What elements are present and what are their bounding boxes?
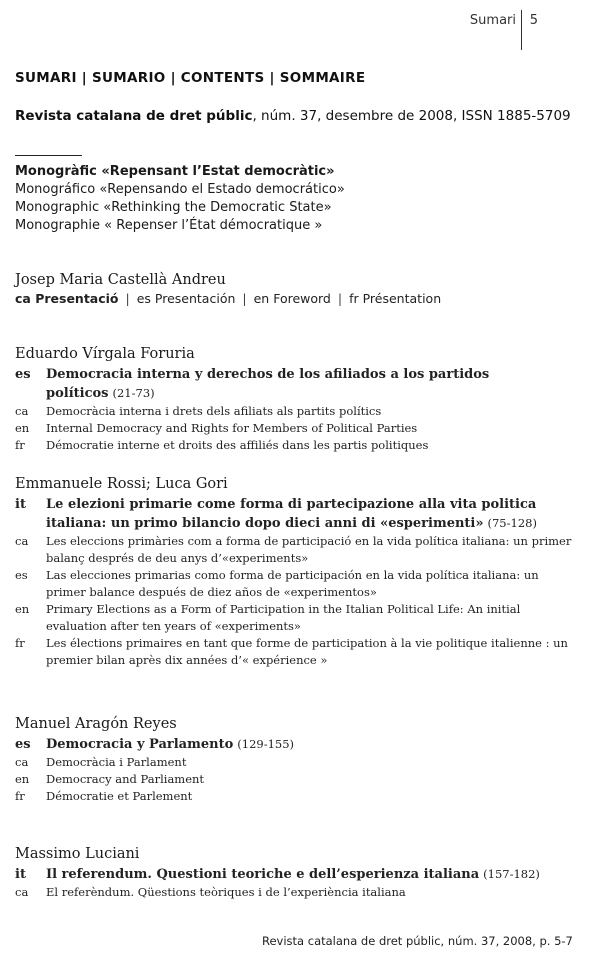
translation-entry bbox=[15, 403, 580, 420]
page-range: (21-73) bbox=[112, 386, 155, 400]
translation-entry bbox=[15, 884, 580, 901]
article-main-entry bbox=[15, 735, 580, 754]
journal-name: Revista catalana de dret públic bbox=[15, 108, 253, 124]
journal-issue: , núm. 37, desembre de 2008, ISSN 1885-5709 bbox=[252, 108, 571, 124]
translation-entry bbox=[15, 567, 580, 601]
translation-entry bbox=[15, 533, 580, 567]
lang-code: en bbox=[15, 772, 30, 786]
translated-title[interactable]: Las elecciones primarias como forma de participación en la vida política italiana: un primer balance después de diez años de «experimentos» bbox=[46, 568, 539, 599]
lang-code: es bbox=[15, 737, 31, 752]
translated-title[interactable]: Primary Elections as a Form of Participation in the Italian Political Life: An initial evaluation after ten years of «experiments» bbox=[46, 602, 521, 633]
translation-entry bbox=[15, 437, 580, 454]
article-title[interactable]: Democracia y Parlamento bbox=[46, 737, 234, 752]
translated-title[interactable]: El referèndum. Qüestions teòriques i de l’experiència italiana bbox=[46, 885, 406, 899]
article-title[interactable]: Le elezioni primarie come forma di partecipazione alla vita politica italiana: un primo bilancio dopo dieci anni di «esperimenti» bbox=[46, 497, 537, 531]
page-range: (75-128) bbox=[487, 516, 537, 530]
article-block bbox=[15, 476, 580, 669]
translated-title[interactable]: Les élections primaires en tant que forme de participation à la vie politique italienne : un premier bilan après dix années d’« expérience » bbox=[46, 636, 568, 667]
lang-code: ca bbox=[15, 534, 29, 548]
lang-code: fr bbox=[15, 438, 25, 452]
translated-title[interactable]: Democràcia interna i drets dels afiliats als partits polítics bbox=[46, 404, 382, 418]
author-name: Manuel Aragón Reyes bbox=[15, 716, 177, 732]
article-title[interactable]: Democracia interna y derechos de los afiliados a los partidos políticos bbox=[46, 367, 490, 401]
author-name: Josep Maria Castellà Andreu bbox=[15, 272, 226, 288]
page-range: (157-182) bbox=[483, 867, 540, 881]
header-section-label: Sumari bbox=[469, 13, 516, 28]
presentation-block bbox=[15, 272, 580, 306]
section-rule bbox=[15, 155, 82, 156]
author-name: Massimo Luciani bbox=[15, 846, 140, 862]
presentation-languages: ca Presentació | es Presentación | en Foreword | fr Présentation bbox=[15, 291, 442, 306]
monograph-title-ca: Monogràfic «Repensant l’Estat democràtic» bbox=[15, 164, 335, 179]
translated-title[interactable]: Les eleccions primàries com a forma de participació en la vida política italiana: un primer balanç després de deu anys d’«experiments» bbox=[46, 534, 572, 565]
lang-code: en bbox=[15, 421, 30, 435]
article-main-entry bbox=[15, 365, 580, 403]
translated-title[interactable]: Democràcia i Parlament bbox=[46, 755, 187, 769]
presentation-fr-link[interactable]: fr Présentation bbox=[349, 291, 442, 306]
lang-code: it bbox=[15, 867, 26, 882]
translated-title[interactable]: Démocratie et Parlement bbox=[46, 789, 193, 803]
lang-code: ca bbox=[15, 755, 29, 769]
lang-code: it bbox=[15, 497, 26, 512]
author-name: Emmanuele Rossi; Luca Gori bbox=[15, 476, 228, 492]
monograph-title-es: Monográfico «Repensando el Estado democrático» bbox=[15, 182, 345, 197]
presentation-ca-link[interactable]: ca Presentació bbox=[15, 291, 119, 306]
lang-code: es bbox=[15, 568, 28, 582]
translated-title[interactable]: Democracy and Parliament bbox=[46, 772, 205, 786]
journal-line bbox=[15, 108, 571, 124]
page-header bbox=[0, 10, 600, 46]
header-divider bbox=[521, 10, 522, 50]
lang-code: ca bbox=[15, 885, 29, 899]
translation-entry bbox=[15, 788, 580, 805]
monograph-title-block bbox=[15, 163, 345, 235]
monograph-title-fr: Monographie « Repenser l’État démocratique » bbox=[15, 218, 323, 233]
article-block bbox=[15, 346, 580, 454]
lang-code: es bbox=[15, 367, 31, 382]
lang-code: fr bbox=[15, 636, 25, 650]
page-range: (129-155) bbox=[237, 737, 295, 751]
article-main-entry bbox=[15, 865, 580, 884]
page-number: 5 bbox=[529, 13, 538, 28]
translation-entry bbox=[15, 420, 580, 437]
lang-code: en bbox=[15, 602, 30, 616]
contents-heading: SUMARI | SUMARIO | CONTENTS | SOMMAIRE bbox=[15, 70, 366, 86]
lang-code: ca bbox=[15, 404, 29, 418]
article-block bbox=[15, 716, 580, 805]
translation-entry bbox=[15, 771, 580, 788]
lang-code: fr bbox=[15, 789, 25, 803]
article-block bbox=[15, 846, 580, 901]
presentation-es-link[interactable]: es Presentación bbox=[136, 291, 236, 306]
translation-entry bbox=[15, 635, 580, 669]
page-footer: Revista catalana de dret públic, núm. 37, 2008, p. 5-7 bbox=[262, 934, 573, 948]
article-main-entry bbox=[15, 495, 580, 533]
translation-entry bbox=[15, 601, 580, 635]
presentation-en-link[interactable]: en Foreword bbox=[253, 291, 331, 306]
translation-entry bbox=[15, 754, 580, 771]
translated-title[interactable]: Démocratie interne et droits des affiliés dans les partis politiques bbox=[46, 438, 429, 452]
monograph-title-en: Monographic «Rethinking the Democratic State» bbox=[15, 200, 332, 215]
article-title[interactable]: Il referendum. Questioni teoriche e dell’esperienza italiana bbox=[46, 867, 480, 882]
author-name: Eduardo Vírgala Foruria bbox=[15, 346, 195, 362]
translated-title[interactable]: Internal Democracy and Rights for Members of Political Parties bbox=[46, 421, 418, 435]
